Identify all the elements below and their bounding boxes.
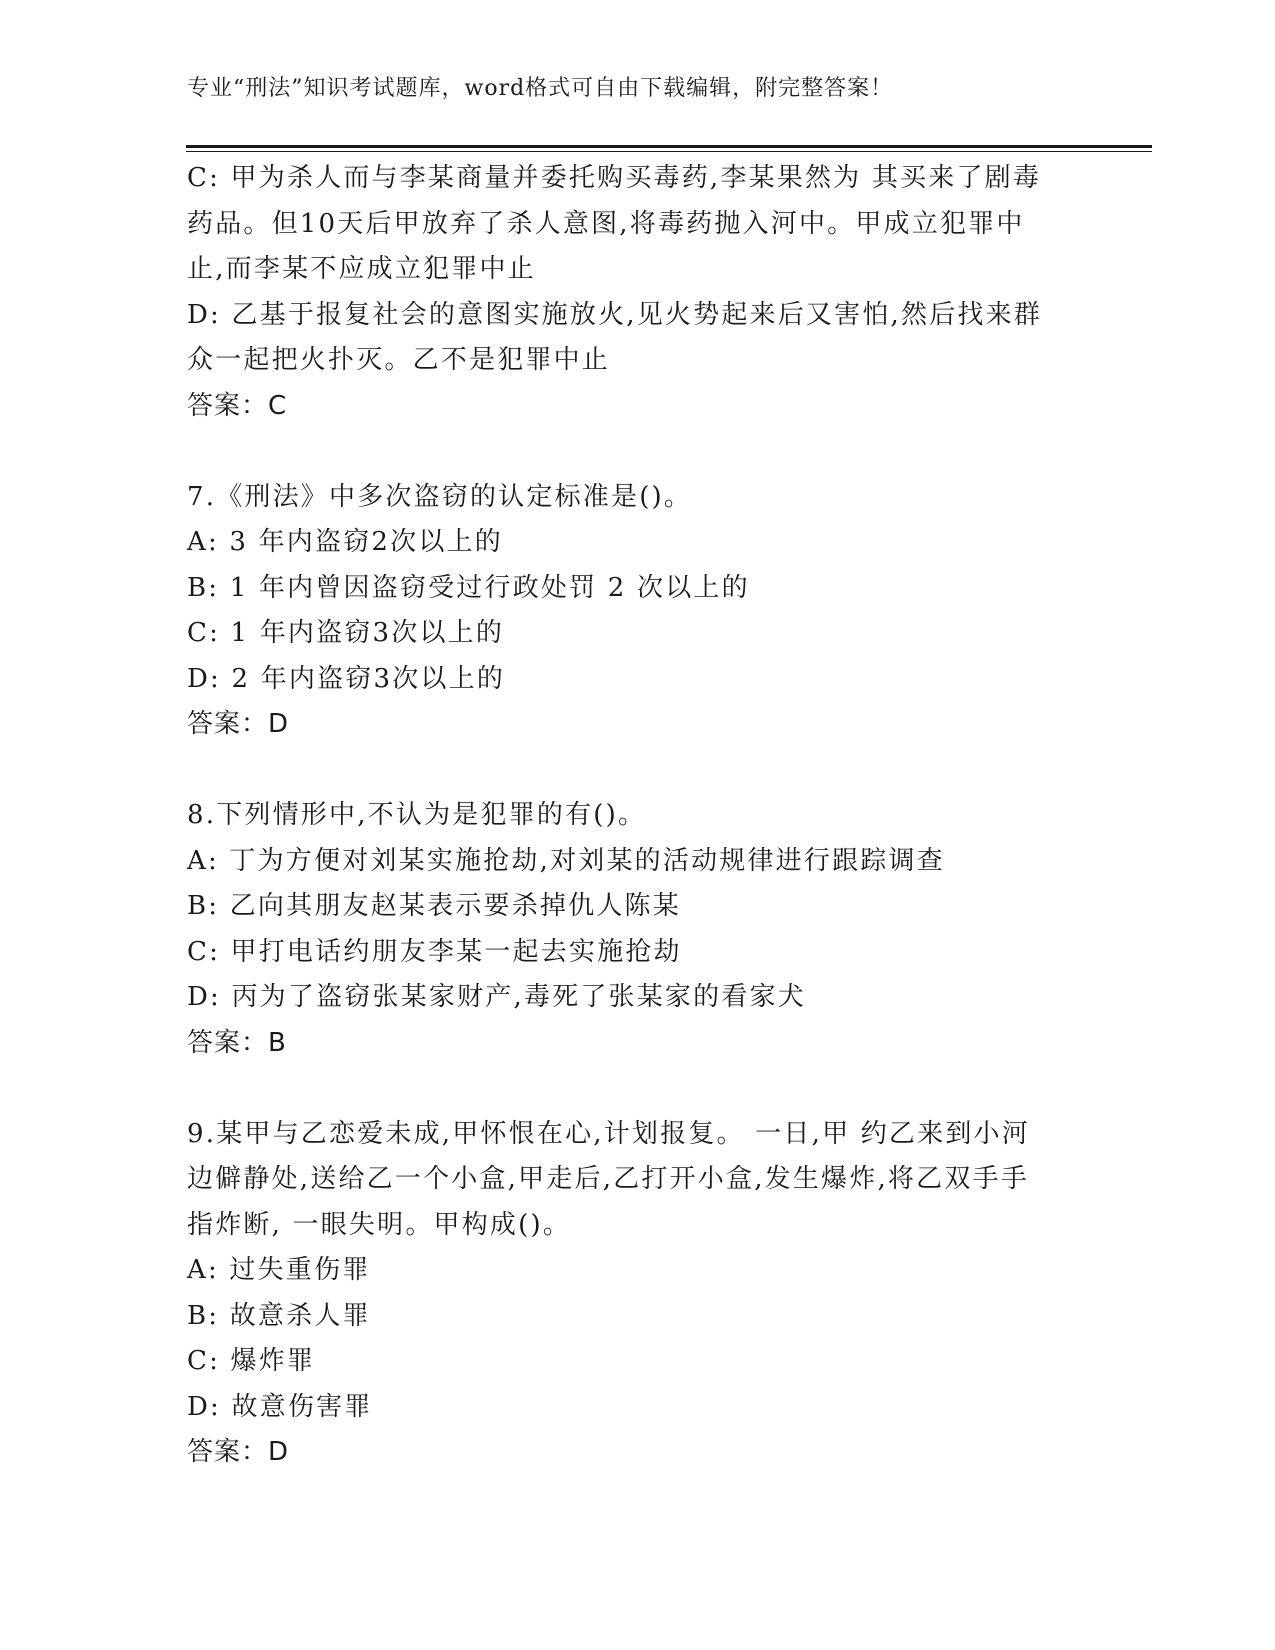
option-c: C: 爆炸罪 bbox=[187, 1346, 316, 1376]
option-d: D: 故意伤害罪 bbox=[187, 1391, 373, 1422]
option-c-line-3: 止,而李某不应成立犯罪中止 bbox=[187, 254, 536, 284]
header-rule-thin bbox=[186, 151, 1152, 152]
option-c-line-1: C: 甲为杀人而与李某商量并委托购买毒药,李某果然为 其买来了剧毒 bbox=[187, 163, 1042, 193]
answer-line: 答案：D bbox=[187, 709, 290, 739]
question-stem: 8.下列情形中,不认为是犯罪的有()。 bbox=[187, 800, 647, 830]
question-stem-line-3: 指炸断, 一眼失明。甲构成()。 bbox=[187, 1209, 572, 1240]
option-a: A: 过失重伤罪 bbox=[187, 1255, 371, 1285]
option-b: B: 乙向其朋友赵某表示要杀掉仇人陈某 bbox=[187, 891, 681, 921]
option-d: D: 2 年内盗窃3次以上的 bbox=[187, 663, 506, 694]
option-c: C: 1 年内盗窃3次以上的 bbox=[187, 618, 505, 648]
spacer bbox=[187, 748, 1087, 794]
option-d-line-1: D: 乙基于报复社会的意图实施放火,见火势起来后又害怕,然后找来群 bbox=[187, 299, 1043, 330]
option-c: C: 甲打电话约朋友李某一起去实施抢劫 bbox=[187, 936, 682, 967]
option-c-line-2: 药品。但10天后甲放弃了杀人意图,将毒药抛入河中。甲成立犯罪中 bbox=[187, 208, 1025, 239]
answer-line: 答案：C bbox=[187, 390, 288, 421]
option-a: A: 3 年内盗窃2次以上的 bbox=[187, 527, 503, 557]
spacer bbox=[187, 429, 1087, 475]
question-block-9 bbox=[187, 1112, 1087, 1476]
option-b: B: 故意杀人罪 bbox=[187, 1300, 371, 1331]
question-block-7 bbox=[187, 475, 1087, 748]
answer-line: 答案：B bbox=[187, 1027, 287, 1058]
question-stem: 7.《刑法》中多次盗窃的认定标准是()。 bbox=[187, 481, 693, 512]
option-d: D: 丙为了盗窃张某家财产,毒死了张某家的看家犬 bbox=[187, 982, 806, 1012]
question-content bbox=[187, 156, 1087, 1476]
spacer bbox=[187, 1066, 1087, 1112]
question-stem-line-1: 9.某甲与乙恋爱未成,甲怀恨在心,计划报复。 一日,甲 约乙来到小河 bbox=[187, 1118, 1030, 1149]
question-block-8 bbox=[187, 793, 1087, 1066]
prev-question-block bbox=[187, 156, 1087, 429]
option-b: B: 1 年内曾因盗窃受过行政处罚 2 次以上的 bbox=[187, 572, 750, 603]
option-d-line-2: 众一起把火扑灭。乙不是犯罪中止 bbox=[187, 345, 611, 375]
answer-line: 答案：D bbox=[187, 1437, 290, 1467]
option-a: A: 丁为方便对刘某实施抢劫,对刘某的活动规律进行跟踪调查 bbox=[187, 845, 945, 876]
question-stem-line-2: 边僻静处,送给乙一个小盒,甲走后,乙打开小盒,发生爆炸,将乙双手手 bbox=[187, 1164, 1029, 1194]
page-header-title: 专业“刑法”知识考试题库，word格式可自由下载编辑，附完整答案！ bbox=[187, 76, 894, 101]
header-rule-thick bbox=[186, 145, 1152, 148]
